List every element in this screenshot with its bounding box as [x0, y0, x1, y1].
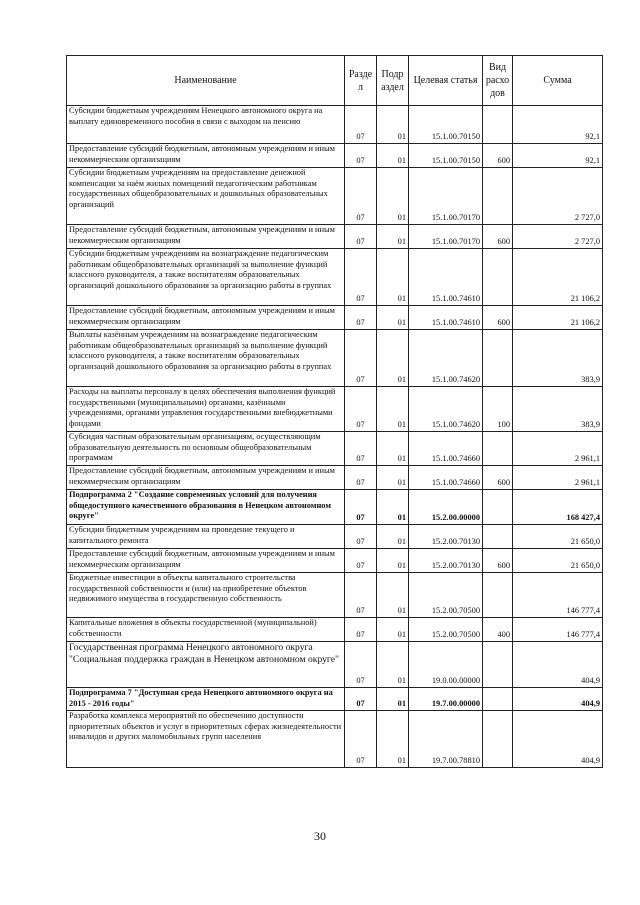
cell-sum: 146 777,4 [513, 618, 603, 642]
table-row [67, 144, 603, 168]
cell-name: Подпрограмма 2 "Создание современных условий для получения общедоступного качественного образования в Ненецком автономном округе" [67, 490, 345, 525]
table-row [67, 225, 603, 249]
cell-type [483, 432, 513, 466]
cell-sum: 383,9 [513, 387, 603, 432]
cell-name: Субсидии бюджетным учреждениям Ненецкого автономного округа на выплату единовременного пособия в связи с выходом на пенсию [67, 106, 345, 144]
budget-table [66, 55, 603, 768]
cell-section: 07 [345, 249, 377, 306]
cell-type: 100 [483, 387, 513, 432]
table-row [67, 387, 603, 432]
cell-target: 15.2.00.70500 [409, 618, 483, 642]
cell-subsection: 01 [377, 525, 409, 549]
cell-name: Предоставление субсидий бюджетным, автономным учреждениям и иным некоммерческим организациям [67, 144, 345, 168]
cell-type [483, 642, 513, 688]
cell-name: Предоставление субсидий бюджетным, автономным учреждениям и иным некоммерческим организациям [67, 549, 345, 573]
cell-name: Предоставление субсидий бюджетным, автономным учреждениям и иным некоммерческим организациям [67, 225, 345, 249]
cell-target: 19.7.00.78810 [409, 711, 483, 768]
cell-sum: 404,9 [513, 642, 603, 688]
cell-section: 07 [345, 490, 377, 525]
cell-type: 600 [483, 144, 513, 168]
table-row [67, 432, 603, 466]
cell-name: Расходы на выплаты персоналу в целях обеспечения выполнения функций государственными (муниципальными) органами, казёнными учреждениями, органами управления государственными внебюджетными фондами [67, 387, 345, 432]
table-row [67, 106, 603, 144]
cell-type [483, 330, 513, 387]
cell-sum: 404,9 [513, 711, 603, 768]
cell-target: 15.2.00.00000 [409, 490, 483, 525]
cell-subsection: 01 [377, 387, 409, 432]
header-target: Целевая статья [409, 56, 483, 106]
cell-name: Выплаты казённым учреждениям на вознаграждение педагогическим работникам общеобразовательных организаций за выполнение функций классного руководителя, а также воспитателям образовательных организаций дошкольного образования за организацию работы в группах [67, 330, 345, 387]
cell-name: Капитальные вложения в объекты государственной (муниципальной) собственности [67, 618, 345, 642]
cell-section: 07 [345, 387, 377, 432]
cell-name: Предоставление субсидий бюджетным, автономным учреждениям и иным некоммерческим организациям [67, 466, 345, 490]
cell-sum: 2 727,0 [513, 168, 603, 225]
table-row [67, 549, 603, 573]
cell-sum: 21 106,2 [513, 306, 603, 330]
cell-target: 15.2.00.70130 [409, 525, 483, 549]
table-row [67, 688, 603, 711]
cell-subsection: 01 [377, 688, 409, 711]
cell-section: 07 [345, 106, 377, 144]
cell-subsection: 01 [377, 330, 409, 387]
cell-sum: 21 650,0 [513, 549, 603, 573]
cell-section: 07 [345, 688, 377, 711]
cell-type [483, 490, 513, 525]
cell-sum: 92,1 [513, 106, 603, 144]
cell-target: 15.2.00.70500 [409, 573, 483, 618]
table-row [67, 330, 603, 387]
cell-name: Предоставление субсидий бюджетным, автономным учреждениям и иным некоммерческим организациям [67, 306, 345, 330]
cell-name: Субсидии бюджетным учреждениям на проведение текущего и капитального ремонта [67, 525, 345, 549]
table-row [67, 573, 603, 618]
cell-sum: 21 106,2 [513, 249, 603, 306]
cell-section: 07 [345, 573, 377, 618]
cell-target: 15.1.00.74620 [409, 387, 483, 432]
cell-sum: 2 961,1 [513, 466, 603, 490]
cell-target: 15.1.00.74660 [409, 432, 483, 466]
cell-sum: 383,9 [513, 330, 603, 387]
cell-subsection: 01 [377, 249, 409, 306]
cell-name: Разработка комплекса мероприятий по обеспечению доступности приоритетных объектов и услуг в приоритетных сферах жизнедеятельности инвалидов и других маломобильных групп населения [67, 711, 345, 768]
cell-name: Субсидия частным образовательным организациям, осуществляющим образовательную деятельность по основным общеобразовательным программам [67, 432, 345, 466]
cell-target: 15.1.00.74660 [409, 466, 483, 490]
cell-sum: 404,9 [513, 688, 603, 711]
cell-target: 15.1.00.74610 [409, 306, 483, 330]
cell-subsection: 01 [377, 144, 409, 168]
cell-name: Бюджетные инвестиции в объекты капитального строительства государственной собственности и (или) на приобретение объектов недвижимого имущества в государственную собственность [67, 573, 345, 618]
cell-subsection: 01 [377, 573, 409, 618]
cell-section: 07 [345, 525, 377, 549]
page-number: 30 [314, 829, 326, 843]
cell-section: 07 [345, 618, 377, 642]
cell-type: 400 [483, 618, 513, 642]
cell-section: 07 [345, 330, 377, 387]
cell-target: 19.7.00.00000 [409, 688, 483, 711]
table-row [67, 249, 603, 306]
cell-target: 15.1.00.70150 [409, 106, 483, 144]
table-row [67, 306, 603, 330]
header-subsection: Подр аздел [377, 56, 409, 106]
cell-target: 15.1.00.74620 [409, 330, 483, 387]
cell-subsection: 01 [377, 642, 409, 688]
header-section: Разде л [345, 56, 377, 106]
header-name: Наименование [67, 56, 345, 106]
cell-section: 07 [345, 711, 377, 768]
cell-subsection: 01 [377, 711, 409, 768]
table-row [67, 618, 603, 642]
cell-name: Субсидии бюджетным учреждениям на вознаграждение педагогическим работникам общеобразовательных организаций за выполнение функций классного руководителя, а также воспитателям образовательных организаций дошкольного образования за организацию работы в группах [67, 249, 345, 306]
cell-section: 07 [345, 144, 377, 168]
cell-section: 07 [345, 225, 377, 249]
cell-type: 600 [483, 306, 513, 330]
cell-subsection: 01 [377, 106, 409, 144]
cell-type [483, 711, 513, 768]
cell-target: 15.2.00.70130 [409, 549, 483, 573]
cell-type [483, 573, 513, 618]
cell-subsection: 01 [377, 432, 409, 466]
table-body [67, 106, 603, 768]
header-type: Вид расхо дов [483, 56, 513, 106]
table-row [67, 490, 603, 525]
cell-subsection: 01 [377, 466, 409, 490]
cell-section: 07 [345, 466, 377, 490]
cell-sum: 2 961,1 [513, 432, 603, 466]
cell-type [483, 249, 513, 306]
cell-target: 19.0.00.00000 [409, 642, 483, 688]
cell-subsection: 01 [377, 490, 409, 525]
cell-section: 07 [345, 168, 377, 225]
cell-type: 600 [483, 466, 513, 490]
cell-target: 15.1.00.70170 [409, 168, 483, 225]
table-row [67, 711, 603, 768]
cell-target: 15.1.00.70170 [409, 225, 483, 249]
cell-target: 15.1.00.74610 [409, 249, 483, 306]
cell-name: Подпрограмма 7 "Доступная среда Ненецкого автономного округа на 2015 - 2016 годы" [67, 688, 345, 711]
cell-section: 07 [345, 642, 377, 688]
cell-sum: 92,1 [513, 144, 603, 168]
cell-subsection: 01 [377, 168, 409, 225]
cell-section: 07 [345, 306, 377, 330]
cell-sum: 21 650,0 [513, 525, 603, 549]
cell-section: 07 [345, 549, 377, 573]
cell-sum: 146 777,4 [513, 573, 603, 618]
budget-table-container [66, 55, 602, 768]
cell-subsection: 01 [377, 618, 409, 642]
cell-sum: 2 727,0 [513, 225, 603, 249]
cell-type: 600 [483, 549, 513, 573]
cell-type [483, 525, 513, 549]
cell-name: Субсидии бюджетным учреждениям на предоставление денежной компенсации за наём жилых помещений педагогическим работникам государственных общеобразовательных и дошкольных образовательных организаций [67, 168, 345, 225]
table-row [67, 642, 603, 688]
table-row [67, 168, 603, 225]
cell-section: 07 [345, 432, 377, 466]
header-sum: Сумма [513, 56, 603, 106]
table-header-row [67, 56, 603, 106]
table-row [67, 525, 603, 549]
table-row [67, 466, 603, 490]
cell-subsection: 01 [377, 306, 409, 330]
cell-name: Государственная программа Ненецкого автономного округа "Социальная поддержка граждан в Ненецком автономном округе" [67, 642, 345, 688]
cell-type: 600 [483, 225, 513, 249]
cell-sum: 168 427,4 [513, 490, 603, 525]
cell-type [483, 168, 513, 225]
cell-subsection: 01 [377, 549, 409, 573]
cell-target: 15.1.00.70150 [409, 144, 483, 168]
cell-type [483, 688, 513, 711]
cell-subsection: 01 [377, 225, 409, 249]
cell-type [483, 106, 513, 144]
